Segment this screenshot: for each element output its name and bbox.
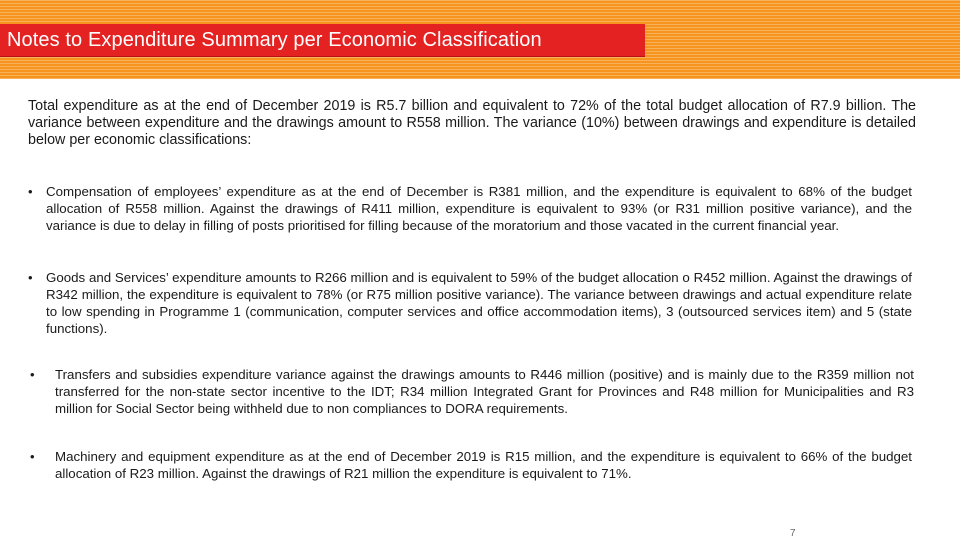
bullet-text: Transfers and subsidies expenditure variance against the drawings amounts to R446 million (positive) and is mainly due to the R359 million not transferred for the non-state sector incentive to the IDT; R34 million Integrated Grant for Provinces and R48 million for Municipalities and R3 million for Social Sector being withheld due to non compliances to DORA requirements. <box>55 367 914 416</box>
page-number: 7 <box>790 528 796 539</box>
slide-content <box>28 98 916 482</box>
bullet-text: Goods and Services’ expenditure amounts to R266 million and is equivalent to 59% of the budget allocation o R452 million. Against the drawings of R342 million, the expenditure is equivalent to 78% (or R75 million positive variance). The variance between drawings and actual expenditure relate to low spending in Programme 1 (communication, computer services and office accommodation items), 3 (outsourced services item) and 5 (state functions). <box>46 270 912 336</box>
bullet-text: Machinery and equipment expenditure as at the end of December 2019 is R15 million, and the expenditure is equivalent to 66% of the budget allocation of R23 million. Against the drawings of R21 million the expenditure is equivalent to 71%. <box>55 449 912 481</box>
bullet-compensation <box>28 183 912 234</box>
bullet-dot-icon: • <box>28 270 33 285</box>
bullet-list <box>28 183 916 482</box>
bullet-dot-icon: • <box>30 449 35 464</box>
bullet-transfers-subsidies <box>28 366 914 417</box>
bullet-dot-icon: • <box>30 367 35 382</box>
bullet-dot-icon: • <box>28 184 33 199</box>
bullet-text: Compensation of employees’ expenditure as at the end of December is R381 million, and the expenditure is equivalent to 68% of the budget allocation of R558 million. Against the drawings of R411 million, expenditure is equivalent to 93% (or R31 million positive variance), and the variance is due to delay in filling of posts prioritised for filling because of the moratorium and those vacated in the current financial year. <box>46 184 912 233</box>
intro-paragraph: Total expenditure as at the end of December 2019 is R5.7 billion and equivalent to 72% of the total budget allocation of R7.9 billion. The variance between expenditure and the drawings amount to R558 million. The variance (10%) between drawings and expenditure is detailed below per economic classifications: <box>28 98 916 148</box>
slide-title: Notes to Expenditure Summary per Economic Classification <box>7 29 542 51</box>
bullet-machinery-equipment <box>28 448 912 482</box>
bullet-goods-services <box>28 269 912 337</box>
